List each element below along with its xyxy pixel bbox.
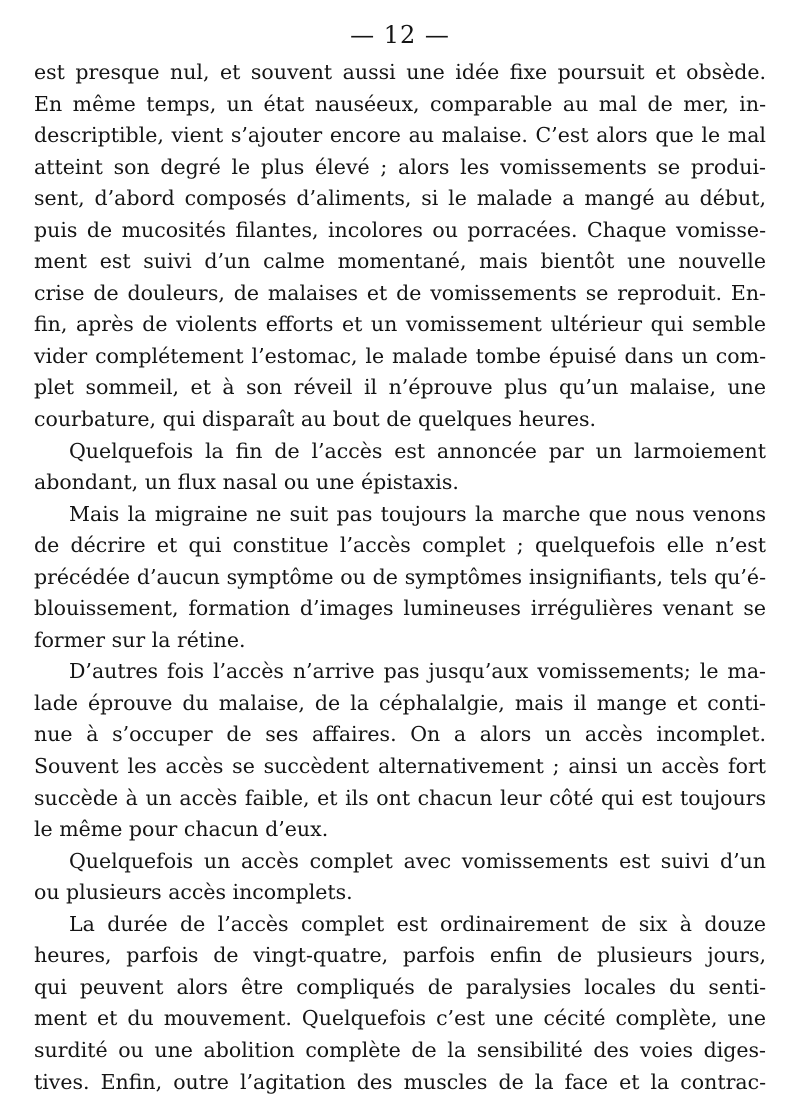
text-line: former sur la rétine. — [34, 627, 246, 652]
text-line: plet sommeil, et à son réveil il n’éprouve plus qu’un malaise, une — [34, 375, 766, 400]
text-line: Quelquefois la fin de l’accès est annoncée par un larmoiement — [69, 438, 766, 463]
text-line: Souvent les accès se succèdent alternativement ; ainsi un accès fort — [34, 754, 766, 779]
text-line: vider complétement l’estomac, le malade tombe épuisé dans un com- — [34, 343, 766, 368]
text-line: courbature, qui disparaît au bout de quelques heures. — [34, 407, 596, 432]
text-line: sent, d’abord composés d’aliments, si le malade a mangé au début, — [34, 186, 766, 211]
text-line: Quelquefois un accès complet avec vomissements est suivi d’un — [69, 848, 766, 873]
text-line: ment est suivi d’un calme momentané, mais bientôt une nouvelle — [34, 249, 766, 274]
text-line: blouissement, formation d’images lumineuses irrégulières venant se — [34, 596, 766, 621]
text-line: lade éprouve du malaise, de la céphalalgie, mais il mange et conti- — [34, 690, 766, 715]
text-line: ou plusieurs accès incomplets. — [34, 880, 353, 905]
page-number: — 12 — — [350, 21, 450, 49]
text-line: descriptible, vient s’ajouter encore au malaise. C’est alors que le mal — [34, 123, 766, 148]
text-line: succède à un accès faible, et ils ont chacun leur côté qui est toujours — [34, 785, 766, 810]
text-line: D’autres fois l’accès n’arrive pas jusqu’aux vomissements; le ma- — [69, 659, 766, 684]
text-line: ment et du mouvement. Quelquefois c’est une cécité complète, une — [34, 1006, 766, 1031]
text-line: le même pour chacun d’eux. — [34, 817, 329, 842]
text-line: heures, parfois de vingt-quatre, parfois enfin de plusieurs jours, — [34, 943, 766, 968]
text-line: abondant, un flux nasal ou une épistaxis. — [34, 470, 459, 495]
text-line: est presque nul, et souvent aussi une idée fixe poursuit et obsède. — [34, 60, 766, 84]
text-line: tives. Enfin, outre l’agitation des muscles de la face et la contrac- — [34, 1069, 766, 1094]
body-text — [34, 57, 766, 1098]
text-line: puis de mucosités filantes, incolores ou porracées. Chaque vomisse- — [34, 217, 766, 242]
text-line: surdité ou une abolition complète de la sensibilité des voies diges- — [34, 1037, 766, 1062]
text-line: précédée d’aucun symptôme ou de symptômes insignifiants, tels qu’é- — [34, 564, 766, 589]
text-line: La durée de l’accès complet est ordinairement de six à douze — [69, 911, 766, 936]
text-line: fin, après de violents efforts et un vomissement ultérieur qui semble — [34, 312, 766, 337]
text-line: atteint son degré le plus élevé ; alors les vomissements se produi- — [34, 154, 766, 179]
text-line: qui peuvent alors être compliqués de paralysies locales du senti- — [34, 974, 766, 999]
text-line: Mais la migraine ne suit pas toujours la marche que nous venons — [69, 501, 766, 526]
text-line: de décrire et qui constitue l’accès complet ; quelquefois elle n’est — [34, 533, 766, 558]
text-line: crise de douleurs, de malaises et de vomissements se reproduit. En- — [34, 280, 766, 305]
text-line: nue à s’occuper de ses affaires. On a alors un accès incomplet. — [34, 722, 766, 747]
text-line: En même temps, un état nauséeux, comparable au mal de mer, in- — [34, 91, 766, 116]
